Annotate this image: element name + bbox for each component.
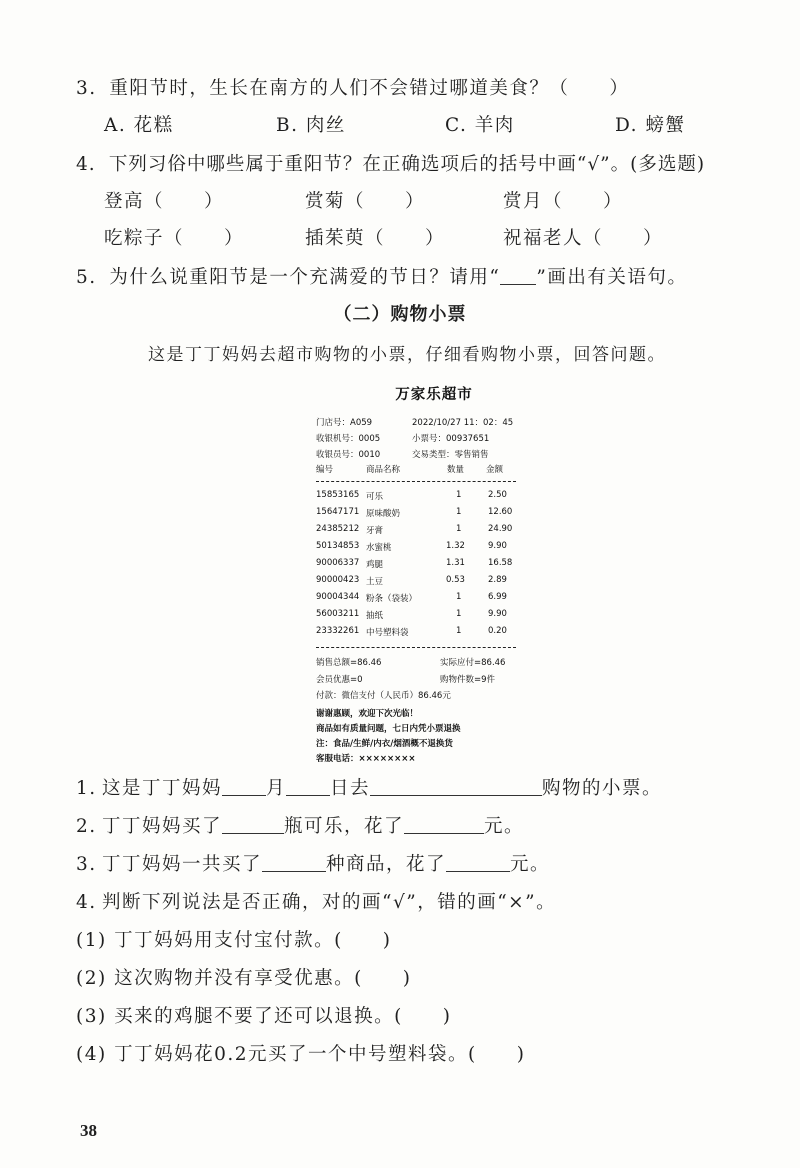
question-3	[76, 74, 629, 100]
answer-blank-cost[interactable]	[404, 817, 484, 834]
item-name: 可乐	[366, 492, 384, 502]
member-discount: 会员优惠=0	[316, 675, 363, 685]
receipt-item-row	[316, 558, 536, 574]
store-no: 门店号：A059	[316, 418, 373, 428]
judgment-item: (1) 丁丁妈妈用支付宝付款。( )	[76, 930, 392, 951]
option-text: 羊肉	[474, 115, 515, 136]
item-qty: 1	[456, 609, 462, 619]
receipt-item-row	[316, 609, 536, 625]
item-count: 购物件数=9件	[440, 675, 496, 685]
option-a	[104, 111, 174, 137]
question-text: 瓶可乐，花了	[284, 816, 405, 837]
item-qty: 0.53	[446, 575, 465, 585]
item-code: 15647171	[316, 507, 360, 517]
question-text: 判断下列说法是否正确，对的画“√”，错的画“×”。	[102, 892, 557, 913]
item-amount: 9.90	[488, 541, 507, 551]
custom-option: 祝福老人（ ）	[503, 228, 664, 249]
receipt-question-3	[76, 850, 550, 876]
question-text: 元。	[484, 816, 525, 837]
header-name: 商品名称	[366, 465, 401, 475]
custom-option: 赏月（ ）	[503, 191, 624, 212]
option-letter: B.	[276, 115, 299, 136]
receipt-question-1	[76, 774, 662, 800]
receipt-item-row	[316, 626, 536, 642]
section-intro: 这是丁丁妈妈去超市购物的小票，仔细看购物小票，回答问题。	[148, 345, 666, 365]
receipt-item-row	[316, 592, 536, 608]
judgment-item: (2) 这次购物并没有享受优惠。( )	[76, 968, 412, 989]
answer-blank-month[interactable]	[222, 779, 266, 796]
option-d	[615, 111, 685, 137]
item-amount: 2.89	[488, 575, 507, 585]
item-name: 粉条（袋装）	[366, 594, 418, 604]
item-amount: 12.60	[488, 507, 513, 517]
custom-option: 吃粽子（ ）	[104, 228, 245, 249]
answer-blank-total[interactable]	[446, 855, 510, 872]
return-exceptions: 注：食品/生鲜/内衣/烟酒概不退换货	[316, 739, 453, 749]
answer-blank-day[interactable]	[286, 779, 330, 796]
item-amount: 24.90	[488, 524, 513, 534]
question-number: 4.	[76, 892, 97, 913]
store-name: 万家乐超市	[395, 387, 473, 403]
trade-type: 交易类型：零售销售	[412, 450, 489, 460]
service-phone: 客服电话：××××××××	[316, 754, 416, 764]
cashier-no: 收银员号：0010	[316, 450, 381, 460]
question-number: 3.	[76, 854, 97, 875]
dashed-divider	[316, 481, 516, 482]
header-amount: 金额	[486, 465, 504, 475]
question-text: 下列习俗中哪些属于重阳节？在正确选项后的括号中画“√”。(多选题)	[108, 154, 706, 175]
option-letter: A.	[104, 115, 127, 136]
question-text-end: ”画出有关语句。	[536, 267, 688, 288]
item-amount: 9.90	[488, 609, 507, 619]
return-policy: 商品如有质量问题，七日内凭小票退换	[316, 724, 461, 734]
option-letter: C.	[445, 115, 468, 136]
judgment-item: (4) 丁丁妈妈花0.2元买了一个中号塑料袋。( )	[76, 1044, 526, 1065]
option-text: 肉丝	[305, 115, 346, 136]
receipt-item-row	[316, 541, 536, 557]
ticket-no: 小票号：00937651	[412, 434, 490, 444]
shopping-receipt	[314, 383, 554, 765]
question-number: 3.	[76, 78, 97, 99]
item-qty: 1	[456, 490, 462, 500]
question-number: 2.	[76, 816, 97, 837]
question-text: 月	[266, 778, 287, 799]
answer-blank-place[interactable]	[370, 779, 542, 796]
custom-option: 插茱萸（ ）	[305, 228, 446, 249]
item-code: 24385212	[316, 524, 360, 534]
item-code: 90004344	[316, 592, 360, 602]
judgment-item: (3) 买来的鸡腿不要了还可以退换。( )	[76, 1006, 452, 1027]
receipt-item-row	[316, 524, 536, 540]
question-text: 丁丁妈妈一共买了	[102, 854, 263, 875]
custom-option: 赏菊（ ）	[305, 191, 426, 212]
answer-blank-bottles[interactable]	[222, 817, 284, 834]
item-code: 50134853	[316, 541, 360, 551]
item-code: 90000423	[316, 575, 360, 585]
sales-total: 销售总额=86.46	[316, 658, 382, 668]
page-number: 38	[80, 1121, 97, 1140]
item-name: 抽纸	[366, 611, 384, 621]
item-amount: 16.58	[488, 558, 513, 568]
receipt-header-row	[316, 463, 536, 479]
option-b	[276, 111, 346, 137]
question-text: 种商品，花了	[326, 854, 447, 875]
custom-option: 登高（ ）	[104, 191, 225, 212]
underline-sample	[500, 268, 536, 285]
item-qty: 1.32	[446, 541, 465, 551]
item-name: 原味酸奶	[366, 509, 401, 519]
item-name: 中号塑料袋	[366, 628, 409, 638]
question-5	[76, 263, 687, 289]
item-code: 15853165	[316, 490, 360, 500]
question-text: 购物的小票。	[542, 778, 663, 799]
receipt-question-4	[76, 888, 556, 914]
question-text: 丁丁妈妈买了	[102, 816, 223, 837]
question-text: 重阳节时，生长在南方的人们不会错过哪道美食？（ ）	[109, 78, 630, 99]
item-qty: 1	[456, 524, 462, 534]
receipt-question-2	[76, 812, 524, 838]
thanks-note: 谢谢惠顾，欢迎下次光临！	[316, 709, 419, 719]
actual-paid: 实际应付=86.46	[440, 658, 506, 668]
item-qty: 1	[456, 626, 462, 636]
item-name: 牙膏	[366, 526, 384, 536]
item-name: 土豆	[366, 577, 384, 587]
answer-blank-kinds[interactable]	[262, 855, 326, 872]
question-text: 为什么说重阳节是一个充满爱的节日？请用“	[109, 267, 501, 288]
item-name: 水蜜桃	[366, 543, 392, 553]
payment-method: 付款：微信支付（人民币）86.46元	[316, 691, 451, 701]
receipt-item-row	[316, 575, 536, 591]
item-qty: 1.31	[446, 558, 465, 568]
option-letter: D.	[615, 115, 639, 136]
question-number: 4.	[76, 154, 96, 175]
item-qty: 1	[456, 507, 462, 517]
option-text: 花糕	[133, 115, 174, 136]
dashed-divider	[316, 647, 516, 648]
receipt-item-row	[316, 490, 536, 506]
item-code: 90006337	[316, 558, 360, 568]
datetime: 2022/10/27 11：02：45	[412, 418, 514, 428]
item-code: 23332261	[316, 626, 360, 636]
item-amount: 2.50	[488, 490, 507, 500]
option-c	[445, 111, 515, 137]
question-4	[76, 150, 705, 176]
question-text: 日去	[330, 778, 371, 799]
header-code: 编号	[316, 465, 334, 475]
question-number: 1.	[76, 778, 97, 799]
receipt-item-row	[316, 507, 536, 523]
option-text: 螃蟹	[645, 115, 686, 136]
section-title: （二）购物小票	[333, 304, 467, 325]
question-number: 5.	[76, 267, 97, 288]
item-qty: 1	[456, 592, 462, 602]
item-name: 鸡腿	[366, 560, 384, 570]
header-qty: 数量	[447, 465, 465, 475]
item-amount: 6.99	[488, 592, 507, 602]
item-amount: 0.20	[488, 626, 507, 636]
register-no: 收银机号：0005	[316, 434, 381, 444]
item-code: 56003211	[316, 609, 360, 619]
question-text: 这是丁丁妈妈	[102, 778, 223, 799]
question-text: 元。	[510, 854, 551, 875]
